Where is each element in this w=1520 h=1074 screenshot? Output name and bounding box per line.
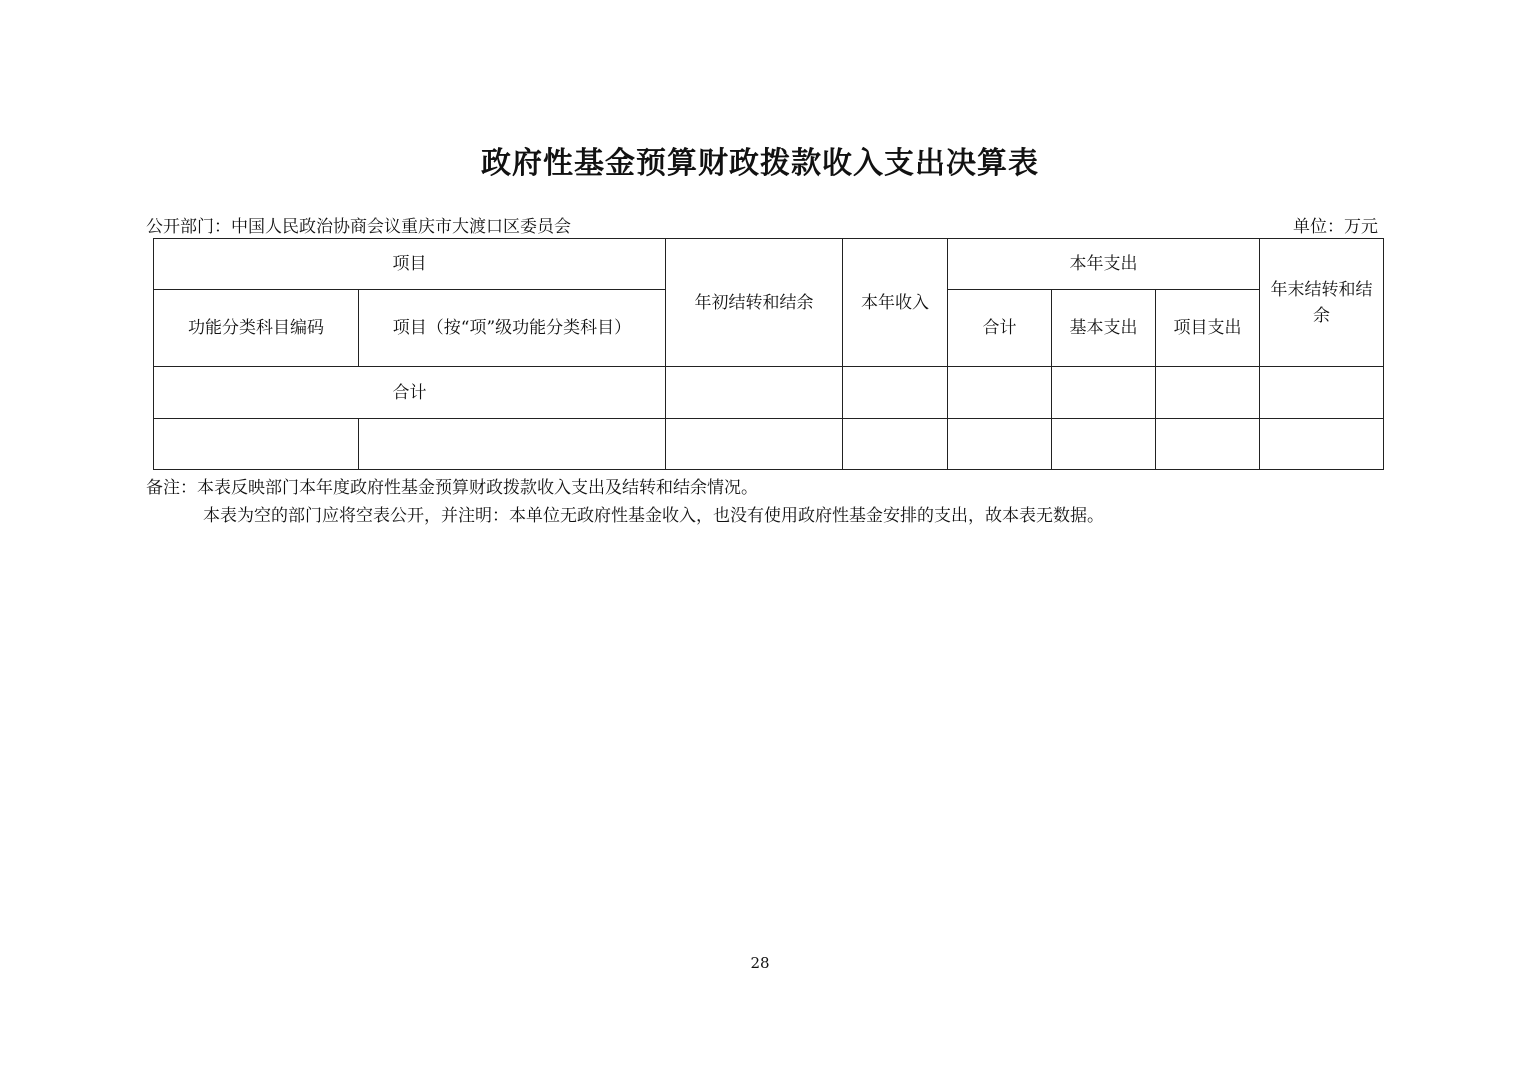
header-row-1 — [154, 239, 1384, 290]
total-end-balance-cell — [1260, 367, 1384, 419]
budget-table — [153, 238, 1384, 470]
total-begin-balance-cell — [666, 367, 843, 419]
unit-label: 单位：万元 — [1293, 217, 1378, 237]
table-row — [154, 419, 1384, 470]
header-item-name: 项目（按“项”级功能分类科目） — [359, 290, 666, 367]
row-begin-balance-cell — [666, 419, 843, 470]
header-expense-basic: 基本支出 — [1052, 290, 1156, 367]
row-expense-total-cell — [948, 419, 1052, 470]
meta-row — [146, 212, 1378, 236]
header-end-balance: 年末结转和结余 — [1260, 239, 1384, 367]
header-code: 功能分类科目编码 — [154, 290, 359, 367]
row-code-cell — [154, 419, 359, 470]
total-label: 合计 — [154, 367, 666, 419]
note-line-2: 本表为空的部门应将空表公开，并注明：本单位无政府性基金收入，也没有使用政府性基金安排的支出，故本表无数据。 — [203, 506, 1104, 526]
total-expense-basic-cell — [1052, 367, 1156, 419]
row-end-balance-cell — [1260, 419, 1384, 470]
total-expense-project-cell — [1156, 367, 1260, 419]
header-expense-project: 项目支出 — [1156, 290, 1260, 367]
header-expense-total: 合计 — [948, 290, 1052, 367]
page-number: 28 — [750, 954, 770, 972]
header-item: 项目 — [154, 239, 666, 290]
total-expense-total-cell — [948, 367, 1052, 419]
notes — [146, 474, 1104, 530]
header-income: 本年收入 — [843, 239, 948, 367]
note-line-1: 备注：本表反映部门本年度政府性基金预算财政拨款收入支出及结转和结余情况。 — [146, 478, 758, 498]
row-expense-basic-cell — [1052, 419, 1156, 470]
department-label: 公开部门：中国人民政治协商会议重庆市大渡口区委员会 — [146, 217, 571, 237]
total-row — [154, 367, 1384, 419]
row-income-cell — [843, 419, 948, 470]
row-expense-project-cell — [1156, 419, 1260, 470]
header-begin-balance: 年初结转和结余 — [666, 239, 843, 367]
page-title: 政府性基金预算财政拨款收入支出决算表 — [481, 146, 1039, 181]
total-income-cell — [843, 367, 948, 419]
header-expense: 本年支出 — [948, 239, 1260, 290]
row-item-name-cell — [359, 419, 666, 470]
